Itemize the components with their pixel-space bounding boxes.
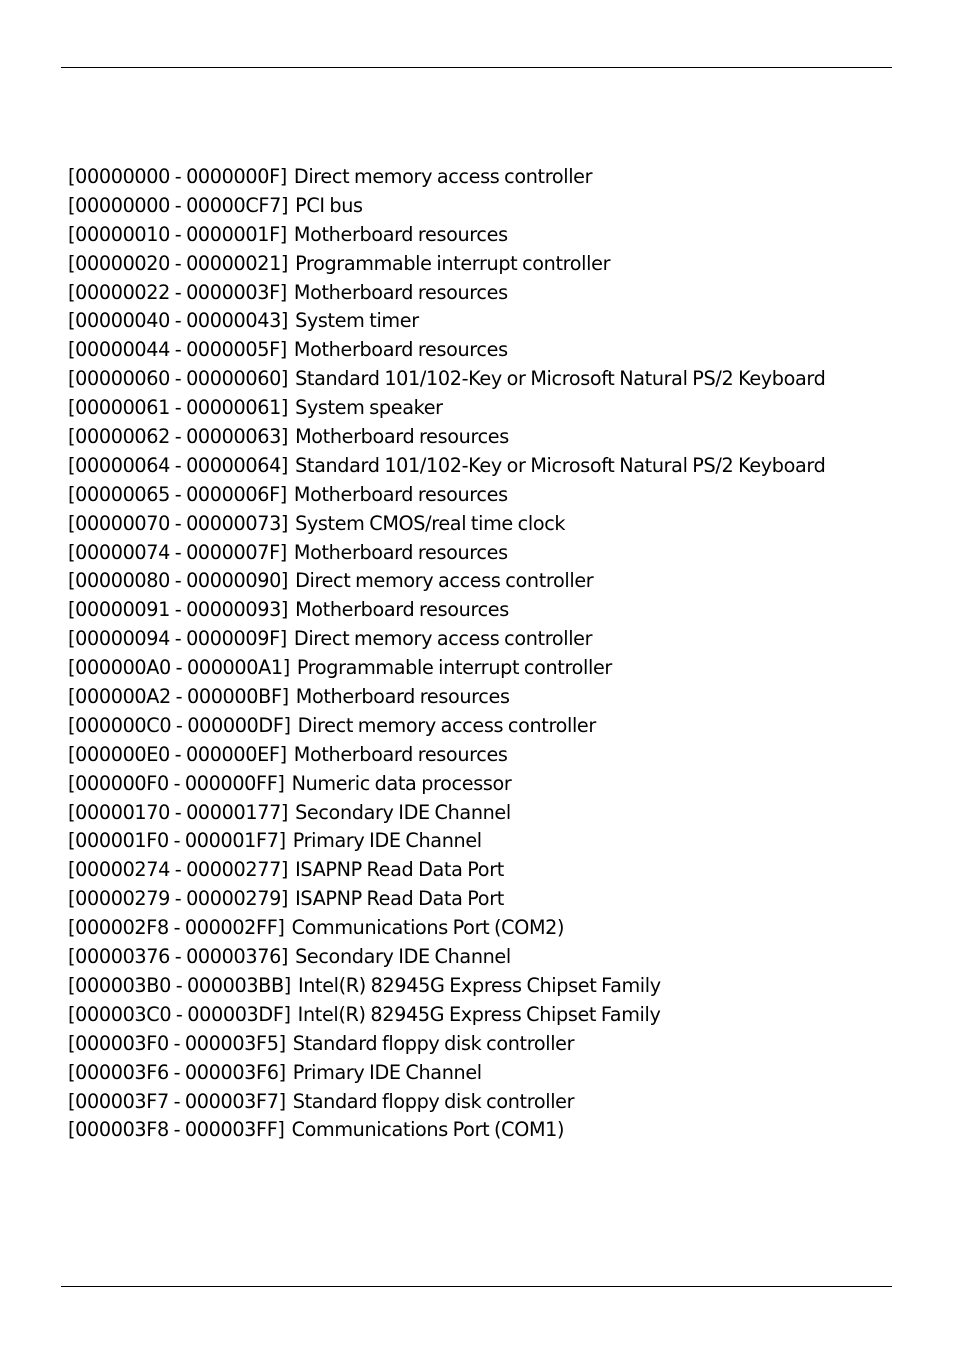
- device-name: Numeric data processor: [291, 771, 512, 795]
- address-range: [00000044 - 0000005F]: [68, 338, 287, 362]
- device-name: Motherboard resources: [293, 338, 508, 362]
- resource-row: [68, 365, 848, 394]
- resource-row: [68, 596, 848, 625]
- footer-rule: [61, 1286, 892, 1287]
- device-name: Direct memory access controller: [293, 627, 593, 651]
- address-range: [000003F0 - 000003F5]: [68, 1031, 286, 1055]
- device-name: Secondary IDE Channel: [295, 945, 511, 969]
- resource-row: [68, 1116, 848, 1145]
- address-range: [000000A2 - 000000BF]: [68, 685, 289, 709]
- device-name: Intel(R) 82945G Express Chipset Family: [297, 973, 661, 997]
- resource-row: [68, 914, 848, 943]
- resource-row: [68, 452, 848, 481]
- device-name: ISAPNP Read Data Port: [295, 887, 504, 911]
- resource-row: [68, 827, 848, 856]
- address-range: [00000060 - 00000060]: [68, 367, 289, 391]
- address-range: [00000070 - 00000073]: [68, 511, 289, 535]
- resource-row: [68, 712, 848, 741]
- device-name: Communications Port (COM1): [291, 1118, 565, 1142]
- device-name: Motherboard resources: [295, 425, 509, 449]
- address-range: [000001F0 - 000001F7]: [68, 829, 286, 853]
- device-name: Standard 101/102-Key or Microsoft Natural PS/2 Keyboard: [295, 453, 826, 477]
- address-range: [000003C0 - 000003DF]: [68, 1002, 291, 1026]
- device-name: Standard floppy disk controller: [292, 1089, 575, 1113]
- address-range: [000000E0 - 000000EF]: [68, 742, 287, 766]
- address-range: [00000064 - 00000064]: [68, 453, 289, 477]
- address-range: [00000376 - 00000376]: [68, 945, 289, 969]
- device-name: Primary IDE Channel: [292, 829, 482, 853]
- resource-row: [68, 1088, 848, 1117]
- address-range: [00000061 - 00000061]: [68, 396, 289, 420]
- device-name: Motherboard resources: [293, 222, 508, 246]
- device-name: System CMOS/real time clock: [295, 511, 566, 535]
- address-range: [00000062 - 00000063]: [68, 425, 289, 449]
- resource-row: [68, 307, 848, 336]
- address-range: [00000065 - 0000006F]: [68, 482, 287, 506]
- address-range: [00000080 - 00000090]: [68, 569, 289, 593]
- resource-row: [68, 1001, 848, 1030]
- device-name: PCI bus: [295, 193, 363, 217]
- address-range: [00000091 - 00000093]: [68, 598, 289, 622]
- device-name: Standard 101/102-Key or Microsoft Natural PS/2 Keyboard: [295, 367, 826, 391]
- device-name: Communications Port (COM2): [291, 916, 565, 940]
- resource-row: [68, 250, 848, 279]
- address-range: [00000170 - 00000177]: [68, 800, 289, 824]
- resource-row: [68, 625, 848, 654]
- resource-row: [68, 481, 848, 510]
- device-name: Secondary IDE Channel: [295, 800, 511, 824]
- device-name: Intel(R) 82945G Express Chipset Family: [297, 1002, 661, 1026]
- resource-row: [68, 943, 848, 972]
- address-range: [00000274 - 00000277]: [68, 858, 289, 882]
- resource-row: [68, 683, 848, 712]
- device-name: Motherboard resources: [293, 540, 508, 564]
- address-range: [00000010 - 0000001F]: [68, 222, 287, 246]
- resource-row: [68, 163, 848, 192]
- device-name: Primary IDE Channel: [292, 1060, 482, 1084]
- address-range: [000000A0 - 000000A1]: [68, 656, 290, 680]
- resource-row: [68, 336, 848, 365]
- resource-row: [68, 741, 848, 770]
- resource-row: [68, 972, 848, 1001]
- device-name: System timer: [295, 309, 419, 333]
- address-range: [00000094 - 0000009F]: [68, 627, 287, 651]
- address-range: [000003F8 - 000003FF]: [68, 1118, 285, 1142]
- address-range: [000002F8 - 000002FF]: [68, 916, 285, 940]
- device-name: ISAPNP Read Data Port: [295, 858, 504, 882]
- device-name: Direct memory access controller: [295, 569, 594, 593]
- address-range: [00000040 - 00000043]: [68, 309, 289, 333]
- resource-row: [68, 279, 848, 308]
- device-name: Standard floppy disk controller: [292, 1031, 575, 1055]
- io-resource-list: [68, 163, 848, 1145]
- address-range: [00000279 - 00000279]: [68, 887, 289, 911]
- resource-row: [68, 856, 848, 885]
- resource-row: [68, 221, 848, 250]
- device-name: Motherboard resources: [293, 742, 508, 766]
- address-range: [00000020 - 00000021]: [68, 251, 289, 275]
- header-rule: [61, 67, 892, 68]
- address-range: [000003F6 - 000003F6]: [68, 1060, 286, 1084]
- resource-row: [68, 567, 848, 596]
- device-name: System speaker: [295, 396, 443, 420]
- device-name: Motherboard resources: [293, 482, 508, 506]
- address-range: [00000000 - 0000000F]: [68, 165, 287, 188]
- device-name: Direct memory access controller: [293, 165, 593, 188]
- address-range: [00000074 - 0000007F]: [68, 540, 287, 564]
- device-name: Direct memory access controller: [297, 713, 596, 737]
- address-range: [000000C0 - 000000DF]: [68, 713, 291, 737]
- address-range: [00000022 - 0000003F]: [68, 280, 287, 304]
- device-name: Motherboard resources: [293, 280, 508, 304]
- device-name: Programmable interrupt controller: [296, 656, 612, 680]
- resource-row: [68, 770, 848, 799]
- resource-row: [68, 799, 848, 828]
- resource-row: [68, 885, 848, 914]
- address-range: [00000000 - 00000CF7]: [68, 193, 289, 217]
- address-range: [000000F0 - 000000FF]: [68, 771, 285, 795]
- device-name: Motherboard resources: [295, 685, 510, 709]
- resource-row: [68, 394, 848, 423]
- address-range: [000003B0 - 000003BB]: [68, 973, 291, 997]
- resource-row: [68, 1030, 848, 1059]
- resource-row: [68, 423, 848, 452]
- resource-row: [68, 654, 848, 683]
- resource-row: [68, 510, 848, 539]
- address-range: [000003F7 - 000003F7]: [68, 1089, 286, 1113]
- resource-row: [68, 539, 848, 568]
- resource-row: [68, 192, 848, 221]
- device-name: Motherboard resources: [295, 598, 509, 622]
- device-name: Programmable interrupt controller: [295, 251, 611, 275]
- resource-row: [68, 1059, 848, 1088]
